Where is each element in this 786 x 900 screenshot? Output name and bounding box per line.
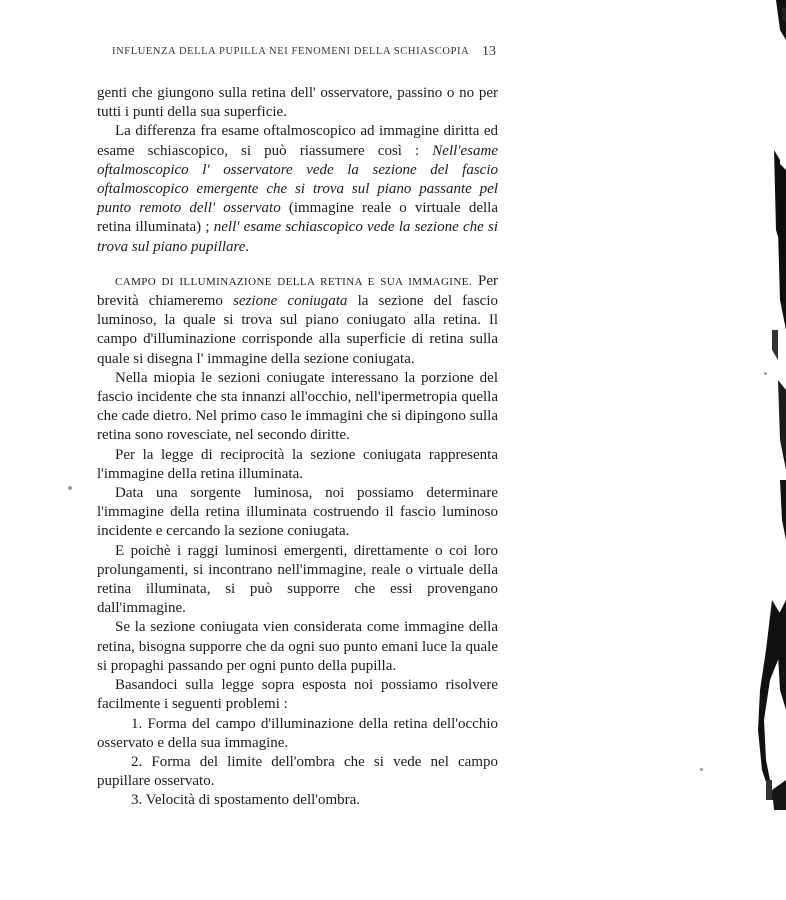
- paragraph-2-italic-b: nell' esame schiascopico vede la sezione che si trova sul piano pupillare.: [97, 219, 498, 255]
- paragraph-6: Data una sorgente luminosa, noi possiamo determinare l'immagine della retina illuminata costruendo il fascio luminoso incidente e cercando la sezione coniugata.: [97, 485, 498, 540]
- paragraph-2-text-a: La differenza fra esame oftalmoscopico ad immagine diritta ed esame schiascopico, si può riassumere così :: [97, 123, 498, 159]
- scan-speck: [700, 768, 703, 771]
- problem-2: 2. Forma del limite dell'ombra che si vede nel campo pupillare osservato.: [97, 753, 498, 790]
- paragraph-3-text-a: Per brevità chiameremo: [97, 272, 498, 310]
- paragraph-9: Basandoci sulla legge sopra esposta noi possiamo risolvere facilmente i seguenti problemi :: [97, 677, 498, 713]
- paragraph-8: Se la sezione coniugata vien considerata come immagine della retina, bisogna supporre che da ogni suo punto emani luce la quale si propaghi passando per ogni punto della pupilla.: [97, 619, 498, 674]
- paragraph-7: E poichè i raggi luminosi emergenti, direttamente o coi loro prolungamenti, si incontrano nell'immagine, reale o virtuale della retina illuminata, si può supporre che essi provengano dall'immagine.: [97, 542, 498, 617]
- running-title: INFLUENZA DELLA PUPILLA NEI FENOMENI DELLA SCHIASCOPIA: [112, 46, 470, 57]
- scan-edge-artifact: [726, 0, 786, 900]
- paragraph-3-text-b: la sezione del fascio luminoso, la quale si trova sul piano coniugato alla retina. Il campo d'illuminazione corrisponde alla superficie di retina sulla quale si disegna l' immagine della sezione coniugata.: [97, 293, 498, 367]
- paragraph-3-italic: sezione coniugata: [233, 293, 348, 310]
- section-heading: CAMPO DI ILLUMINAZIONE DELLA RETINA E SUA IMMAGINE.: [115, 275, 472, 288]
- paragraph-2-italic-a: Nell'esame oftalmoscopico l' osservatore vede la sezione del fascio oftalmoscopico emergente che si trova sul piano passante pel punto remoto dell' osservato: [97, 142, 498, 217]
- paragraph-4: Nella miopia le sezioni coniugate interessano la porzione del fascio incidente che sta innanzi all'occhio, nell'ipermetropia quella che cade dietro. Nel primo caso le immagini che si dipingono sulla retina sono rovesciate, nel secondo diritte.: [97, 369, 498, 444]
- page-number: 13: [482, 44, 496, 59]
- paragraph-2: [97, 122, 498, 256]
- scan-speck: [68, 486, 72, 490]
- problem-3: 3. Velocità di spostamento dell'ombra.: [131, 792, 361, 809]
- paragraph-2-text-b: (immagine reale o virtuale della retina illuminata) ;: [97, 200, 498, 236]
- scan-speck: [764, 372, 767, 375]
- problem-1: 1. Forma del campo d'illuminazione della retina dell'occhio osservato e della sua immagine.: [97, 715, 498, 751]
- body-text: [97, 84, 498, 811]
- paragraph-1: genti che giungono sulla retina dell' osservatore, passino o no per tutti i punti della sua superficie.: [97, 85, 498, 121]
- paragraph-5: Per la legge di reciprocità la sezione coniugata rappresenta l'immagine della retina illuminata.: [97, 446, 498, 482]
- paragraph-3: [97, 272, 498, 369]
